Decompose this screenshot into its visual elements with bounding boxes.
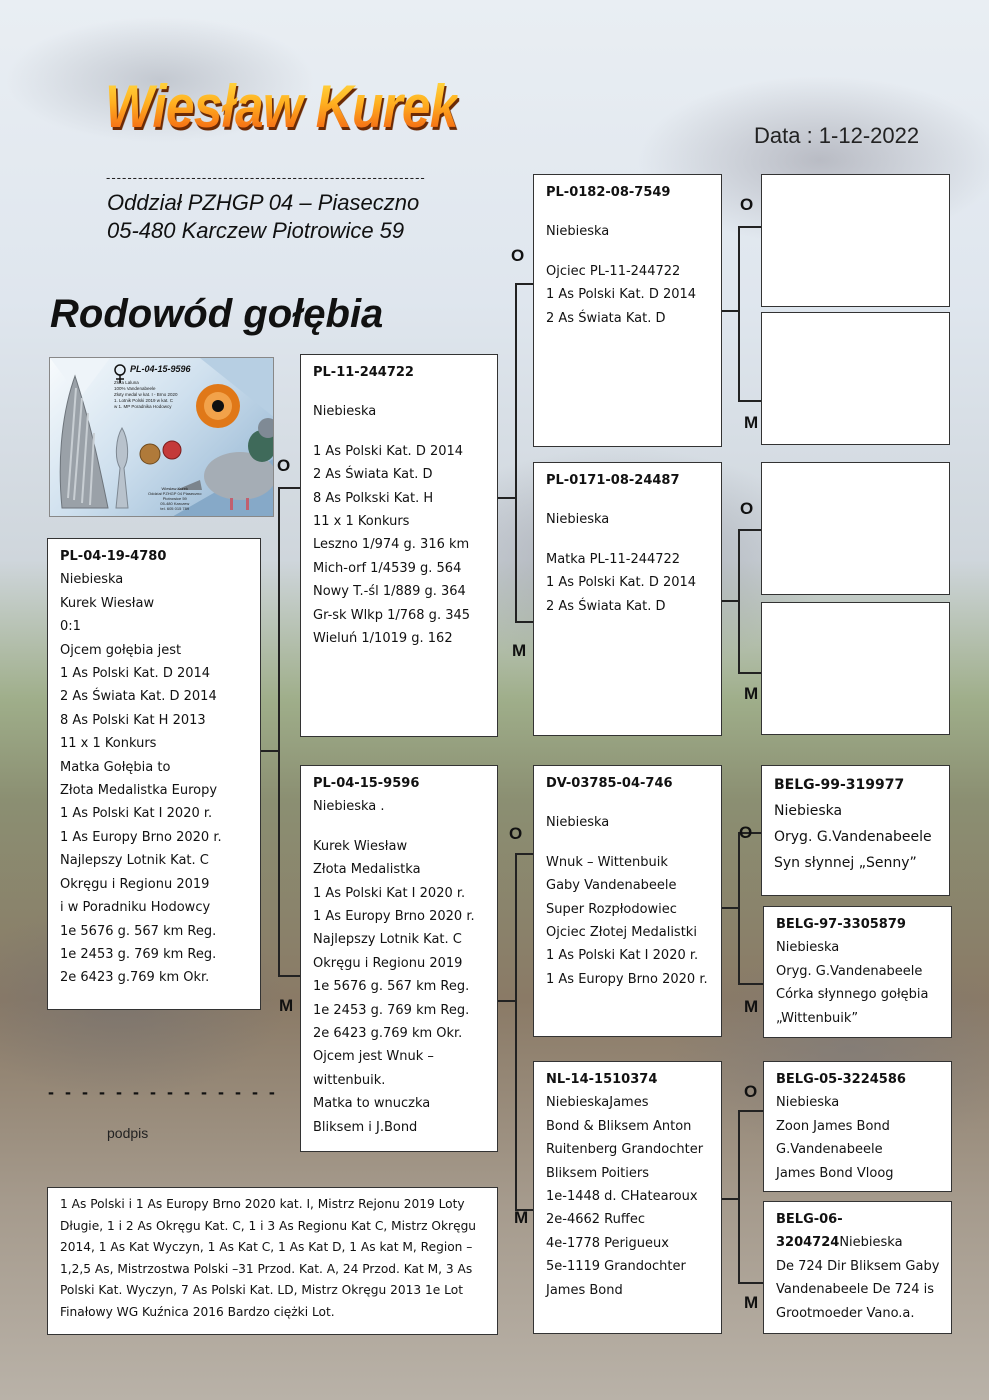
info-line: 2e-4662 Ruffec [546, 1212, 645, 1228]
info-line: 0:1 [60, 619, 81, 635]
photo-footer-line: tel. 605 015 789 [160, 506, 190, 511]
connector [721, 310, 740, 312]
photo-caption-line: 1. Lotnik Polski 2019 w kat. C [114, 398, 174, 403]
info-line: wittenbuik. [313, 1072, 386, 1088]
connector [738, 1282, 763, 1284]
father-marker: O [511, 246, 525, 265]
great-grandparent-empty-card [761, 174, 950, 307]
photo-footer-line: Oddział PZHGP 04 Piaseczno [148, 491, 202, 496]
ring-number: PL-04-15-9596 [313, 776, 420, 791]
sire-sire-card [533, 174, 722, 447]
info-line: James Bond Vloog [776, 1165, 894, 1181]
connector [515, 283, 517, 623]
info-line: Matka Gołębia to [60, 759, 171, 775]
info-line: Mich-orf 1/4539 g. 564 [313, 560, 462, 576]
info-line: Niebieska [839, 1235, 903, 1251]
info-line: Nowy T.-śl 1/889 g. 364 [313, 584, 466, 600]
connector [721, 1198, 740, 1200]
info-line: Okręgu i Regionu 2019 [60, 876, 210, 892]
info-line: 1e-1448 d. CHatearoux [546, 1189, 698, 1205]
connector [738, 226, 740, 402]
info-line: Grootmoeder Vano.a. [776, 1305, 915, 1321]
info-line: De 724 Dir Bliksem Gaby [776, 1258, 940, 1274]
mother-marker: M [744, 413, 759, 432]
father-marker: O [277, 456, 291, 475]
info-line: Syn słynnej „Senny” [774, 855, 917, 871]
ring-number: PL-0182-08-7549 [546, 185, 671, 200]
info-line: Matka to wnuczka [313, 1096, 431, 1112]
info-line: Leszno 1/974 g. 316 km [313, 537, 470, 553]
info-line: 2 As Świata Kat. D 2014 [60, 689, 217, 705]
signature-line: - - - - - - - - - - - - - - [48, 1082, 278, 1102]
info-line: 1 As Polski Kat. D 2014 [546, 575, 697, 591]
connector [515, 621, 534, 623]
address-line-2: 05-480 Karczew Piotrowice 59 [107, 218, 405, 243]
info-line: Niebieska [60, 572, 124, 588]
info-line: Okręgu i Regionu 2019 [313, 955, 463, 971]
mother-marker: M [279, 996, 294, 1015]
signature-label: podpis [107, 1125, 149, 1141]
info-line: Matka PL-11-244722 [546, 551, 681, 567]
connector [278, 975, 301, 977]
photo-footer-line: Piotrowice 59 [162, 496, 187, 501]
connector [278, 487, 280, 977]
info-line: Ruitenberg Grandochter [546, 1142, 704, 1158]
info-line: 2e 6423 g.769 km Okr. [60, 970, 210, 986]
ring-number: PL-11-244722 [313, 365, 414, 380]
connector [278, 487, 301, 489]
mother-marker: M [744, 1293, 759, 1312]
info-line: Super Rozpłodowiec [546, 901, 677, 917]
info-line: 4e-1778 Perigueux [546, 1235, 669, 1251]
info-line: Najlepszy Lotnik Kat. C [313, 932, 462, 948]
dam-sire-sire-card [761, 765, 950, 896]
connector [738, 1110, 763, 1112]
dam-sire-dam-card [763, 906, 952, 1038]
dam-card [300, 765, 498, 1152]
connector [497, 497, 517, 499]
connector [721, 907, 740, 909]
address-line-1: Oddział PZHGP 04 – Piaseczno [107, 190, 420, 215]
father-marker: O [739, 823, 753, 842]
info-line: 2 As Świata Kat. D [313, 467, 433, 483]
ring-number: BELG-99-319977 [774, 777, 905, 793]
info-line: 1 As Polski Kat I 2020 r. [546, 948, 699, 964]
info-line: Wieluń 1/1019 g. 162 [313, 631, 453, 647]
info-line: 1 As Europy Brno 2020 r. [313, 909, 475, 925]
photo-caption-line: w 1. MP Poradnika Hodowcy [114, 404, 172, 409]
info-line: Niebieska [776, 940, 840, 956]
photo-footer-line: Wiesław Kurek [161, 486, 188, 491]
info-line: Ojcem gołębia jest [60, 642, 182, 658]
photo-caption-line: 100% Vandenabeele [114, 386, 156, 391]
info-line: 1e 5676 g. 567 km Reg. [313, 979, 470, 995]
info-line: Oryg. G.Vandenabeele [776, 963, 923, 979]
header-divider: ------------------------------------------------------------ [106, 170, 426, 185]
info-line: 1 As Polski Kat. D 2014 [60, 666, 211, 682]
info-line: 2 As Świata Kat. D [546, 598, 666, 614]
pedigree-date: Data : 1-12-2022 [754, 123, 920, 148]
connector [515, 283, 534, 285]
info-line: Złota Medalistka [313, 862, 421, 878]
page-title: Rodowód gołębia [50, 292, 384, 336]
info-line: Niebieska [546, 815, 610, 831]
info-line: 1 As Polski Kat. D 2014 [313, 443, 464, 459]
info-line: Oryg. G.Vandenabeele [774, 829, 932, 845]
info-line: Niebieska [546, 224, 610, 240]
photo-footer-line: 05-480 Karczew [160, 501, 190, 506]
info-line: Bliksem i J.Bond [313, 1119, 418, 1135]
info-line: 1e 2453 g. 769 km Reg. [313, 1002, 470, 1018]
info-line: Ojciec Złotej Medalistki [546, 925, 697, 941]
connector [738, 672, 761, 674]
dam-dam-sire-card [763, 1061, 952, 1192]
photo-caption [114, 380, 178, 410]
photo-ring-label: PL-04-15-9596 [130, 364, 191, 374]
connector [515, 853, 517, 1211]
connector [738, 226, 761, 228]
info-line: Gaby Vandenabeele [546, 878, 677, 894]
ring-number: PL-0171-08-24487 [546, 473, 680, 488]
info-line: i w Poradniku Hodowcy [60, 900, 211, 916]
father-marker: O [740, 195, 754, 214]
info-line: Ojciec PL-11-244722 [546, 263, 681, 279]
father-marker: O [744, 1082, 758, 1101]
info-line: Kurek Wiesław [313, 838, 408, 854]
connector [260, 750, 280, 752]
info-line: 1e 5676 g. 567 km Reg. [60, 923, 217, 939]
great-grandparent-empty-card [761, 312, 950, 445]
info-line: 8 As Polkski Kat. H [313, 490, 434, 506]
dam-dam-card [533, 1061, 722, 1334]
pigeon-photo [49, 357, 274, 517]
connector [721, 600, 740, 602]
info-line: „Wittenbuik” [776, 1010, 859, 1026]
mother-marker: M [744, 684, 759, 703]
mother-marker: M [744, 997, 759, 1016]
info-line: NiebieskaJames [546, 1095, 649, 1111]
connector [738, 400, 761, 402]
info-line: G.Vandenabeele [776, 1142, 883, 1158]
father-marker: O [509, 824, 523, 843]
ring-number: BELG-97-3305879 [776, 917, 906, 932]
dam-dam-dam-card [763, 1201, 952, 1334]
info-line: 1 As Europy Brno 2020 r. [546, 971, 708, 987]
info-line: 1 As Europy Brno 2020 r. [60, 829, 222, 845]
connector [738, 1110, 740, 1284]
notes-text: 1 As Polski i 1 As Europy Brno 2020 kat. I, Mistrz Rejonu 2019 Loty Długie, 1 i 2 As Okręgu Kat. C, 1 i 3 As Regionu Kat C, Mistrz Okręgu 2014, 1 As Kat Wyczyn, 1 As Kat C, 1 As Kat D, 1 As kat M, Region – 1,2,5 As, Mistrzostwa Polski –31 Przod. Kat. A, 24 Przod. Kat M, 3 As Polski Kat. Wyczyn, 7 As Polski Kat. LD, Mistrz Okręgu 2013 1e Lot Finałowy WG Kuźnica 2016 Bardzo ciężki Lot. [60, 1197, 477, 1319]
connector [738, 529, 761, 531]
great-grandparent-empty-card [761, 602, 950, 735]
info-line: Kurek Wiesław [60, 595, 155, 611]
info-line: 5e-1119 Grandochter [546, 1259, 686, 1275]
info-line: 1 As Polski Kat. D 2014 [546, 287, 697, 303]
info-line: Zoon James Bond [776, 1118, 890, 1134]
info-line: Vandenabeele De 724 is [776, 1282, 935, 1298]
info-line: Niebieska [313, 404, 377, 420]
connector [738, 983, 763, 985]
sire-card [300, 354, 498, 737]
info-line: Niebieska [774, 803, 843, 819]
info-line: 2e 6423 g.769 km Okr. [313, 1026, 463, 1042]
info-line: 1e 2453 g. 769 km Reg. [60, 946, 217, 962]
info-line: Bond & Bliksem Anton [546, 1118, 692, 1134]
info-line: 1 As Polski Kat I 2020 r. [313, 885, 466, 901]
achievements-notes [47, 1187, 498, 1335]
info-line: Gr-sk Wlkp 1/768 g. 345 [313, 607, 471, 623]
info-line: 2 As Świata Kat. D [546, 310, 666, 326]
info-line: Złota Medalistka Europy [60, 783, 218, 799]
photo-caption-line: Złoty medal w kat. I - Brno 2020 [114, 392, 178, 397]
great-grandparent-empty-card [761, 462, 950, 595]
ring-number: BELG-06- [776, 1212, 843, 1227]
info-line: Niebieska . [313, 799, 385, 815]
info-line: James Bond [546, 1282, 623, 1298]
info-line: Córka słynnego gołębia [776, 987, 929, 1003]
info-line: Niebieska [776, 1095, 840, 1111]
ring-number-cont: 3204724 [776, 1235, 840, 1251]
mother-marker: M [512, 641, 527, 660]
info-line: Ojcem jest Wnuk – [313, 1049, 434, 1065]
info-line: 11 x 1 Konkurs [313, 514, 410, 530]
info-line: Wnuk – Wittenbuik [546, 854, 668, 870]
breeder-logo: Wiesław Kurek [105, 73, 458, 140]
ring-number: PL-04-19-4780 [60, 549, 167, 564]
photo-caption-line: Złota Laluna [114, 380, 139, 385]
info-line: Niebieska [546, 512, 610, 528]
ring-number: DV-03785-04-746 [546, 776, 673, 791]
ring-number: NL-14-1510374 [546, 1072, 658, 1087]
ring-number: BELG-05-3224586 [776, 1072, 906, 1087]
photo-footer [148, 486, 202, 511]
info-line: 1 As Polski Kat I 2020 r. [60, 806, 213, 822]
info-line: Najlepszy Lotnik Kat. C [60, 853, 209, 869]
subject-card [47, 538, 261, 1010]
info-line: 8 As Polski Kat H 2013 [60, 712, 206, 728]
dam-sire-card [533, 765, 722, 1037]
info-line: 11 x 1 Konkurs [60, 736, 157, 752]
info-line: Bliksem Poitiers [546, 1165, 650, 1181]
connector [497, 1000, 517, 1002]
mother-marker: M [514, 1208, 529, 1227]
connector [515, 853, 534, 855]
father-marker: O [740, 499, 754, 518]
sire-dam-card [533, 462, 722, 736]
